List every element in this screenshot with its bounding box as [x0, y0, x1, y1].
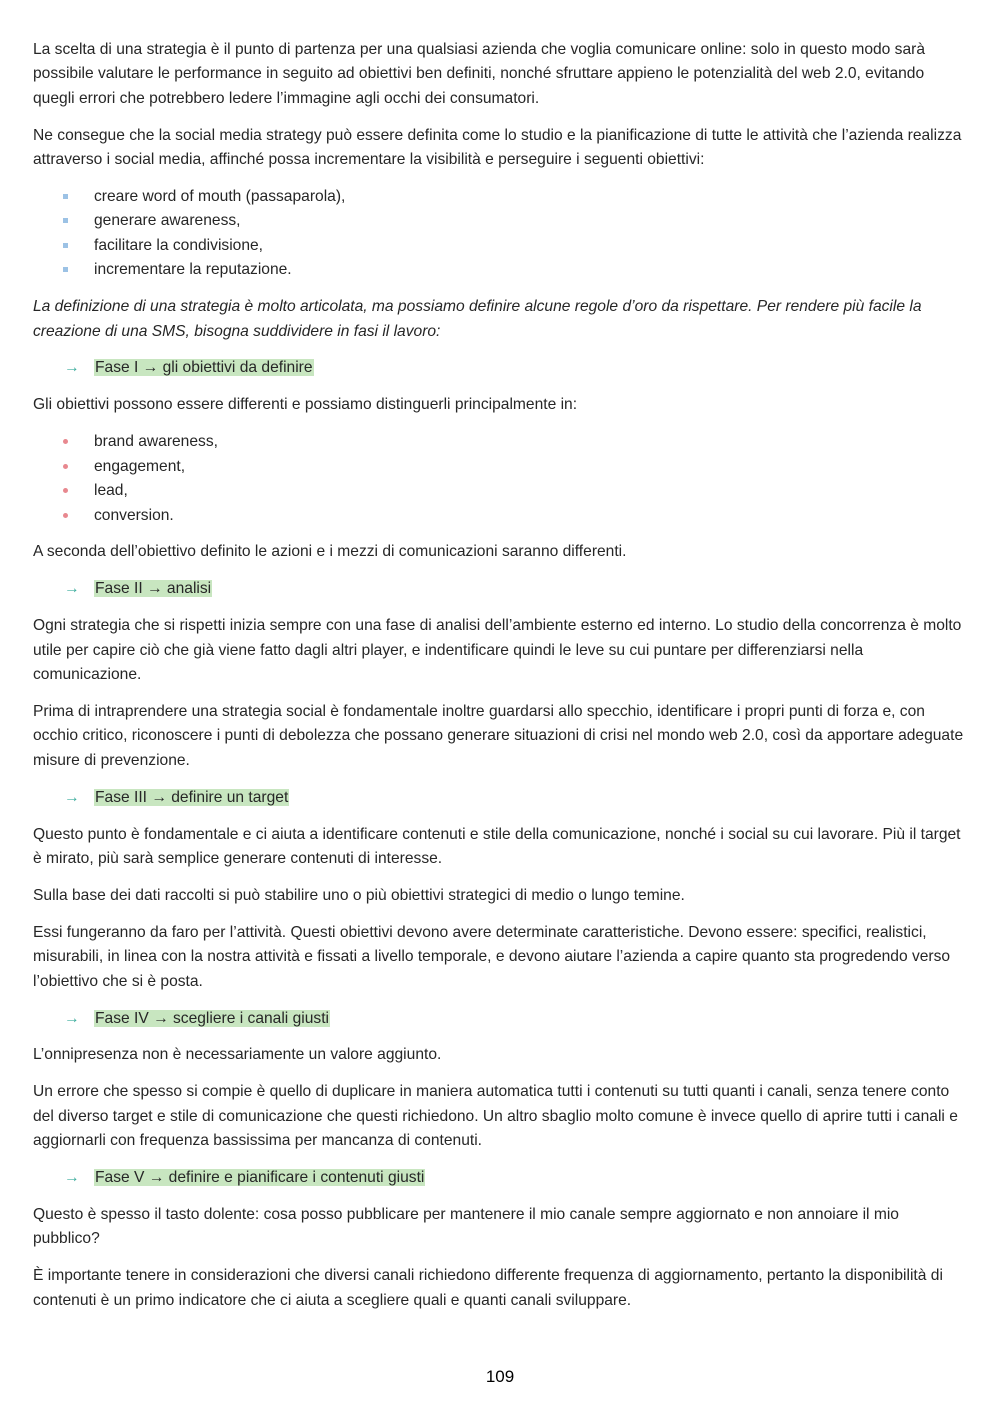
highlighted-phase-title: Fase V → definire e pianificare i contenuti giusti — [95, 1169, 425, 1187]
highlighted-phase-title: Fase I → gli obiettivi da definire — [95, 359, 313, 377]
highlighted-phase-title: Fase II → analisi — [95, 580, 212, 598]
dot-bullet-icon — [63, 464, 68, 469]
square-bullet-icon — [63, 267, 68, 272]
list-item: facilitare la condivisione, — [33, 234, 969, 258]
list-item: brand awareness, — [33, 430, 969, 454]
square-bullet-icon — [63, 194, 68, 199]
document-body — [33, 38, 969, 1326]
square-bullet-icon — [63, 218, 68, 223]
dot-bullet-icon — [63, 439, 68, 444]
list-item: lead, — [33, 479, 969, 503]
paragraph: Essi fungeranno da faro per l’attività. Questi obiettivi devono avere determinate caratteristiche. Devono essere: specifici, realistici, misurabili, in linea con la nostra attività e fissati a livello temporale, e devono aiutare l’azienda a capire quanto sta progredendo verso l’obiettivo che si è posta. — [33, 923, 951, 990]
paragraph: La scelta di una strategia è il punto di partenza per una qualsiasi azienda che voglia comunicare online: solo in questo modo sarà possibile valutare le performance in seguito ad obiettivi ben definiti, nonché sfruttare appieno le potenzialità del web 2.0, evitando quegli errori che potrebbero ledere l’immagine agli occhi dei consumatori. — [33, 41, 926, 107]
arrow-right-icon: → — [64, 788, 80, 806]
paragraph: Un errore che spesso si compie è quello di duplicare in maniera automatica tutti i contenuti su tutti quanti i canali, senza tenere conto del diverso target e stile di comunicazione che questi richiedono. Un altro sbaglio molto comune è invece quello di aprire tutti i canali e aggiornarli con frequenza bassissima per mancanza di contenuti. — [33, 1083, 958, 1150]
paragraph: Prima di intraprendere una strategia social è fondamentale inoltre guardarsi allo specchio, identificare i propri punti di forza e, con occhio critico, riconoscere i punti di debolezza che possano generare situazioni di crisi nel mondo web 2.0, così da apportare adeguate misure di prevenzione. — [33, 702, 964, 769]
page-number: 109 — [485, 1367, 515, 1386]
paragraph: Questo è spesso il tasto dolente: cosa posso pubblicare per mantenere il mio canale sempre aggiornato e non annoiare il mio pubblico? — [33, 1205, 899, 1248]
arrow-right-icon: → — [64, 1169, 80, 1187]
list-item: conversion. — [33, 504, 969, 528]
phase-heading-4 — [33, 1007, 969, 1031]
highlighted-phase-title: Fase III → definire un target — [95, 788, 289, 806]
phase-heading-2 — [33, 577, 969, 601]
highlighted-phase-title: Fase IV → scegliere i canali giusti — [95, 1009, 330, 1027]
paragraph: Ne consegue che la social media strategy può essere definita come lo studio e la pianificazione di tutte le attività che l’azienda realizza attraverso i social media, affinché possa incrementare la visibilità e perseguire i seguenti obiettivi: — [33, 126, 962, 169]
italic-paragraph: La definizione di una strategia è molto articolata, ma possiamo definire alcune regole d’oro da rispettare. Per rendere più facile la creazione di una SMS, bisogna suddividere in fasi il lavoro: — [33, 298, 922, 340]
list-item: incrementare la reputazione. — [33, 258, 969, 282]
goals-list — [33, 430, 969, 528]
phase-heading-1 — [33, 356, 969, 380]
arrow-right-icon: → — [64, 1009, 80, 1027]
paragraph: A seconda dell’obiettivo definito le azioni e i mezzi di comunicazioni saranno differenti. — [33, 543, 627, 561]
list-item: creare word of mouth (passaparola), — [33, 185, 969, 209]
square-bullet-icon — [63, 243, 68, 248]
paragraph: Questo punto è fondamentale e ci aiuta a identificare contenuti e stile della comunicazione, nonché i social su cui lavorare. Più il target è mirato, più sarà semplice generare contenuti di interesse. — [33, 825, 961, 867]
dot-bullet-icon — [63, 513, 68, 518]
arrow-right-icon: → — [64, 580, 80, 598]
list-item: engagement, — [33, 455, 969, 479]
arrow-right-icon: → — [64, 359, 80, 377]
paragraph: Gli obiettivi possono essere differenti e possiamo distinguerli principalmente in: — [33, 396, 578, 414]
phase-heading-3 — [33, 786, 969, 810]
paragraph: L’onnipresenza non è necessariamente un valore aggiunto. — [33, 1046, 442, 1064]
paragraph: Ogni strategia che si rispetti inizia sempre con una fase di analisi dell’ambiente esterno ed interno. Lo studio della concorrenza è molto utile per capire ciò che già viene fatto dagli altri player, e indentificare quindi le leve su cui puntare per differenziarsi nella comunicazione. — [33, 617, 962, 684]
objectives-list — [33, 185, 969, 283]
paragraph: Sulla base dei dati raccolti si può stabilire uno o più obiettivi strategici di medio o lungo temine. — [33, 886, 685, 904]
dot-bullet-icon — [63, 488, 68, 493]
paragraph: È importante tenere in considerazioni che diversi canali richiedono differente frequenza di aggiornamento, pertanto la disponibilità di contenuti è un primo indicatore che ci aiuta a scegliere quali e quanti canali sviluppare. — [33, 1267, 943, 1309]
list-item: generare awareness, — [33, 209, 969, 233]
phase-heading-5 — [33, 1166, 969, 1190]
